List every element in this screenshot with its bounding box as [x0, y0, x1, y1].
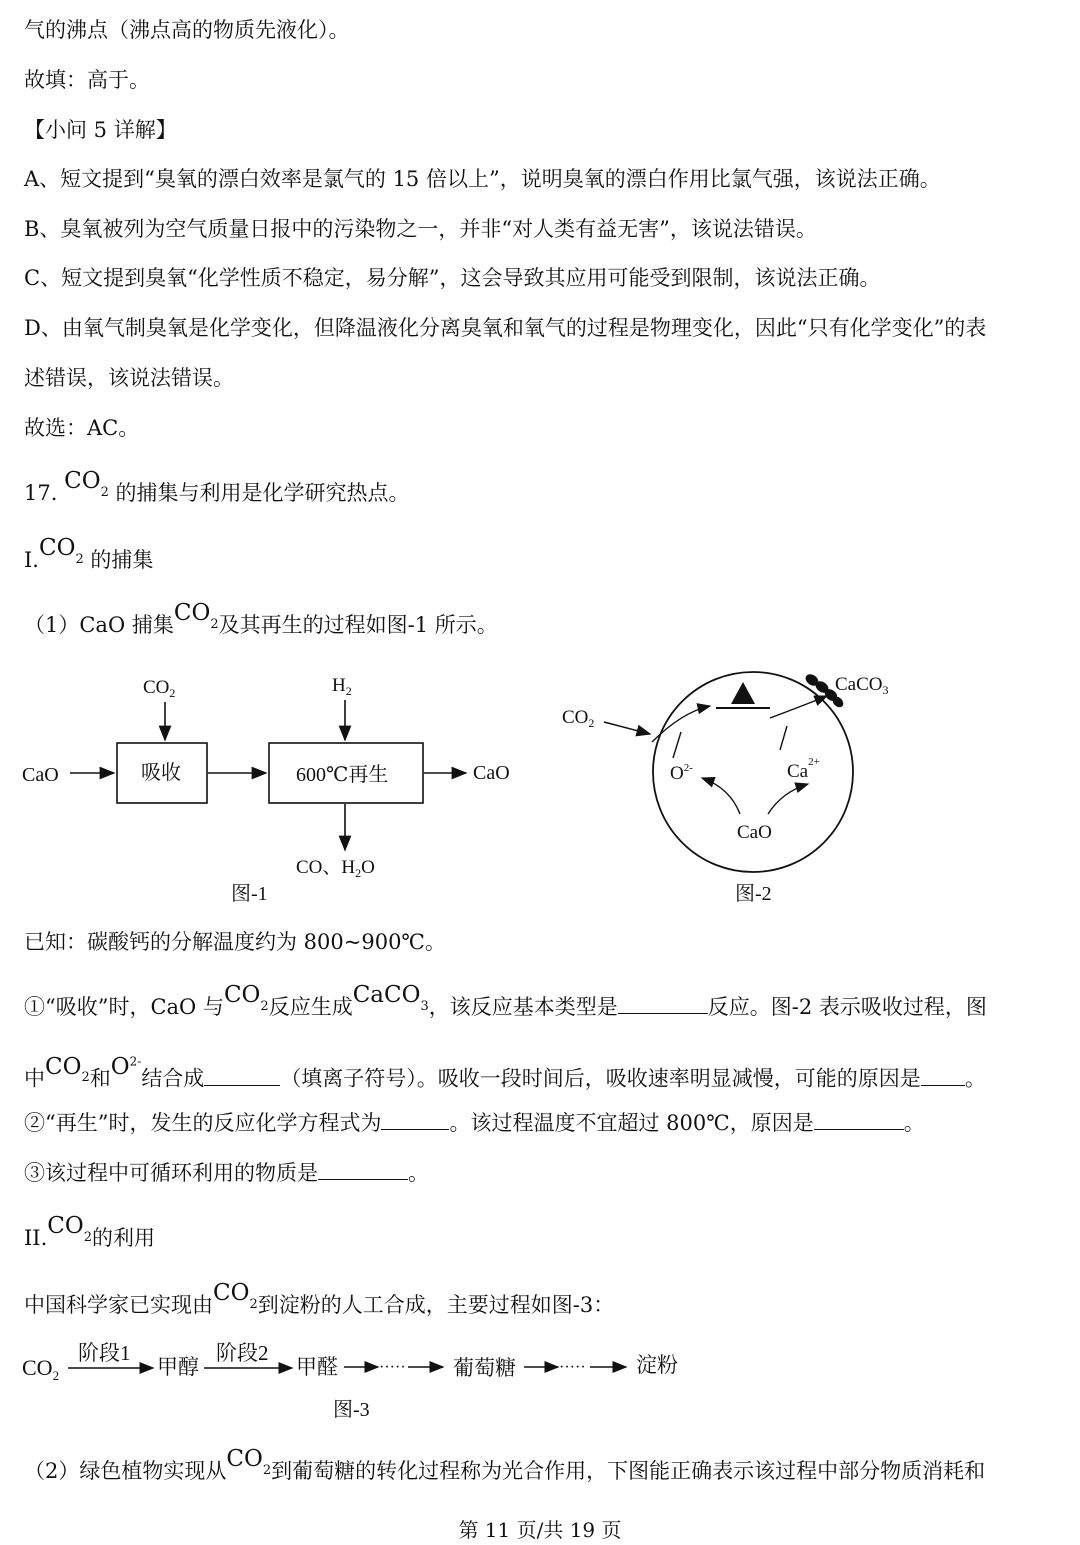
text-line: D、由氧气制臭氧是化学变化，但降温液化分离臭氧和氧气的过程是物理变化，因此“只有化学变化”的表	[24, 316, 987, 340]
text-line: A、短文提到“臭氧的漂白效率是氯气的 15 倍以上”，说明臭氧的漂白作用比氯气强，该说法正确。	[24, 167, 941, 191]
ca2-ion-label: $Ca^{2+}$	[787, 756, 820, 782]
co2-label: $CO_2$	[143, 677, 176, 700]
subquestion-2: （2）绿色植物实现从$CO_2$到葡萄糖的转化过程称为光合作用，下图能正确表示该过程中部分物质消耗和	[24, 1446, 986, 1483]
co2-formula: $CO_2$	[64, 468, 109, 500]
h2-label: $H_2$	[332, 675, 352, 698]
question-1-line-2: 中$CO_2$和$O^{2-}$结合成 （填离子符号）。吸收一段时间后，吸收速率明显减慢，可能的原因是 。	[24, 1053, 986, 1091]
oxide-ion-formula: $O^{2-}$	[110, 1053, 142, 1080]
question-2: ②“再生”时，发生的反应化学方程式为 。该过程温度不宜超过 800℃，原因是 。	[24, 1111, 925, 1135]
products-label: CO、$H_2O$	[296, 857, 375, 880]
page-footer: 第 11 页/共 19 页	[458, 1518, 622, 1542]
ca2-up-line	[780, 726, 787, 750]
co2-in-arrow	[604, 722, 650, 734]
answer-blank[interactable]	[204, 1065, 280, 1086]
answer-blank[interactable]	[921, 1065, 965, 1086]
glucose-label: 葡萄糖	[453, 1356, 516, 1380]
text-line: 故选：AC。	[24, 416, 140, 440]
part-2-title: $II.CO_2$的利用	[24, 1213, 156, 1250]
co2-formula: $CO_2$	[226, 1446, 272, 1478]
co2-path-arrow	[652, 706, 710, 742]
answer-blank[interactable]	[618, 993, 708, 1014]
co2-label: $CO_2$	[562, 707, 595, 730]
text-line: B、臭氧被列为空气质量日报中的污染物之一，并非“对人类有益无害”，该说法错误。	[24, 217, 817, 241]
figure-3-caption: 图-3	[333, 1399, 370, 1421]
answer-blank[interactable]	[814, 1109, 904, 1130]
question-3: ③该过程中可循环利用的物质是 。	[24, 1161, 429, 1185]
co2-formula: $CO_2$	[213, 1280, 258, 1312]
figure-2-absorption	[540, 660, 940, 910]
part-1-title: $I.CO_2$ 的捕集	[24, 535, 154, 572]
text-line: C、短文提到臭氧“化学性质不稳定，易分解”，这会导致其应用可能受到限制，该说法正确。	[24, 266, 881, 290]
methanol-label: 甲醇	[157, 1355, 199, 1379]
text-line: 气的沸点（沸点高的物质先液化）。	[24, 18, 350, 42]
text-line: 故填：高于。	[24, 68, 150, 92]
answer-blank[interactable]	[381, 1109, 449, 1130]
o2-ion-label: $O^{2-}$	[670, 762, 693, 784]
co2-formula: $CO_2$	[173, 600, 219, 632]
text-line: 述错误，该说法错误。	[24, 366, 234, 390]
co2-label: $CO_2$	[22, 1355, 60, 1383]
dots-2: ·····	[559, 1359, 586, 1376]
cao-to-ca2-arrow	[768, 784, 808, 814]
figure-1-flowchart	[0, 660, 540, 910]
synthesis-intro: 中国科学家已实现由$CO_2$到淀粉的人工合成，主要过程如图-3：	[24, 1280, 615, 1317]
heat-triangle	[731, 682, 755, 704]
cao-label: CaO	[737, 822, 772, 843]
regen-label: 600℃再生	[296, 764, 389, 786]
formaldehyde-label: 甲醛	[296, 1355, 338, 1379]
caco3-label: CaCO$_3$	[835, 674, 889, 697]
figure-3-process	[0, 1328, 720, 1428]
starch-label: 淀粉	[636, 1353, 678, 1377]
o2-up-line	[673, 732, 681, 758]
co2-formula: $CO_2$	[47, 1213, 93, 1245]
cao-to-o2-arrow	[702, 778, 740, 814]
known-condition: 已知：碳酸钙的分解温度约为 800~900℃。	[24, 930, 446, 954]
dots-1: ·····	[379, 1359, 406, 1376]
co2-formula: $CO_2$	[38, 535, 84, 567]
cao-output-label: CaO	[473, 762, 510, 784]
stage-2-label: 阶段2	[216, 1341, 269, 1365]
cao-input-label: CaO	[22, 764, 59, 786]
co2-formula: $CO_2$	[45, 1053, 90, 1086]
stage-1-label: 阶段1	[78, 1341, 131, 1365]
co2-formula: $CO_2$	[223, 982, 269, 1014]
absorb-label: 吸收	[141, 762, 181, 784]
caco3-formula: CaCO$_3$	[352, 982, 429, 1014]
subquestion-1-intro: （1）CaO 捕集$CO_2$及其再生的过程如图-1 所示。	[24, 600, 498, 637]
question-17-title: 17. $CO_2$ 的捕集与利用是化学研究热点。	[24, 468, 410, 505]
question-1-line-1: ①“吸收”时，CaO 与$CO_2$反应生成CaCO$_3$，该反应基本类型是 反应。图-2 表示吸收过程，图	[24, 982, 987, 1019]
figure-1-caption: 图-1	[231, 883, 268, 905]
to-caco3-arrow	[770, 696, 827, 718]
figure-2-caption: 图-2	[735, 883, 772, 905]
answer-blank[interactable]	[318, 1159, 408, 1180]
section-heading: 【小问 5 详解】	[24, 118, 177, 142]
